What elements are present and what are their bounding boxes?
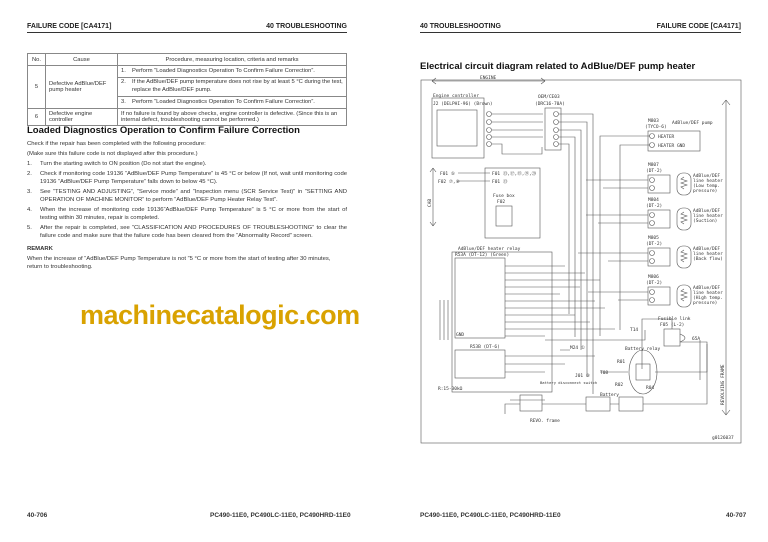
remark-label: REMARK — [27, 246, 53, 252]
m804-type: (DT-2) — [646, 204, 663, 209]
t08-label: T08 — [600, 371, 609, 376]
step-num: 4. — [27, 207, 32, 213]
m807-name: AdBlue/DEF line heater (Low temp. pressure) — [693, 174, 723, 194]
row-no: 6 — [28, 109, 46, 126]
m24-label: M24 ① — [570, 346, 585, 351]
step-text: If the AdBlue/DEF pump temperature does not rise by at least 5 °C during the test, replace the AdBlue/DEF pump. — [132, 79, 343, 94]
intro-note: (Make sure this failure code is not displayed after this procedure.) — [27, 151, 198, 157]
r04-label: R04 — [646, 386, 655, 391]
col-cause: Cause — [46, 54, 118, 66]
ecu-title: Engine controller — [433, 94, 480, 99]
row-cause: Defective engine controller — [46, 109, 118, 126]
step-text: Check if monitoring code 19136 “AdBlue/DEF Pump Temperature” is 45 °C or below (If not, wait until monitoring code 19136 “AdBlue/DEF Pump Temperature” falls down to below 45 °C). — [40, 171, 347, 185]
m806-label: M806 — [648, 275, 659, 280]
m803-name: AdBlue/DEF pump — [672, 121, 713, 126]
f01-pins: F01 ⑬,⑰,⑱,⑲,⑳ — [492, 172, 537, 177]
ce03-type: (DRC16-70A) — [535, 102, 565, 107]
step-text: Perform “Loaded Diagnostics Operation To Confirm Failure Correction”. — [132, 98, 315, 105]
gnd-label: GND — [456, 333, 465, 338]
step-num: 2. — [27, 171, 32, 177]
m807-label: M807 — [648, 163, 659, 168]
frame-label: REVOLVING FRAME — [721, 364, 726, 405]
left-page-number: 40-706 — [27, 512, 48, 519]
m806-type: (DT-2) — [646, 281, 663, 286]
step-text: When the increase of monitoring code 19136“AdBlue/DEF Pump Temperature” is 5 °C or more from the start of testing within 30 minutes, repair is completed. — [40, 207, 347, 221]
disconnect-switch-label: Battery disconnect switch — [540, 380, 598, 385]
f01-pin: F01 ⑬ — [492, 180, 508, 185]
step-num: 5. — [27, 225, 32, 231]
fusible-link-label: Fusible link — [658, 317, 691, 322]
step-text: Perform “Loaded Diagnostics Operation To Confirm Failure Correction”. — [132, 67, 315, 74]
battery-label: Battery — [600, 393, 619, 398]
remark-text: When the increase of “AdBlue/DEF Pump Temperature is not ”5 °C or more from the start of testing after 30 minutes, return to troubleshooting. — [27, 256, 331, 270]
fusebox-id: F02 — [497, 200, 506, 205]
m806-name: AdBlue/DEF line heater (High temp. pressure) — [693, 286, 723, 306]
m803-label: M803 — [648, 119, 659, 124]
r53a-label: R53A (DT-12) (Green) — [455, 253, 510, 258]
right-header-section: FAILURE CODE [CA4171] — [656, 23, 741, 30]
f05-label: F05 (L-2) — [660, 323, 685, 328]
relay-title: AdBlue/DEF heater relay — [458, 247, 521, 252]
step-num: 3. — [27, 189, 32, 195]
step-text: See “TESTING AND ADJUSTING”, “Service mode” and “Inspection menu (SCR Service Test)” in “SETTING AND OPERATION OF MACHINE MONITOR” to perform “AdBlue/DEF Pump Heater Relay Test”. — [40, 189, 347, 203]
right-page-number: 40-707 — [726, 512, 747, 519]
m805-name: AdBlue/DEF line heater (Back flow) — [693, 247, 723, 262]
left-header-section: FAILURE CODE [CA4171] — [27, 23, 112, 30]
figure-id: g0126037 — [712, 436, 734, 441]
step-num: 1. — [121, 67, 126, 74]
f01-label: F01 ⑤ — [440, 172, 455, 177]
revo-frame-label: REVO. frame — [530, 419, 560, 424]
right-header-chapter: 40 TROUBLESHOOTING — [420, 23, 501, 30]
r02-label: R02 — [615, 383, 624, 388]
left-header-chapter: 40 TROUBLESHOOTING — [266, 23, 347, 30]
r01-label: R01 — [617, 360, 626, 365]
resistor-label: R:15-30kΩ — [438, 387, 463, 392]
m803-type: (TYCO-6) — [645, 125, 667, 130]
engine-label: ENGINE — [480, 76, 497, 81]
j01-label: J01 ③ — [575, 374, 590, 379]
step-num: 2. — [121, 79, 126, 86]
row-no: 5 — [28, 66, 46, 109]
m804-label: M804 — [648, 198, 659, 203]
ce03-label: OEM/CE03 — [538, 95, 560, 100]
row-cause: Defective AdBlue/DEF pump heater — [46, 66, 118, 109]
ecu-connector: J2 (DELPHI-96) (Brown) — [433, 102, 493, 107]
col-no: No. — [28, 54, 46, 66]
fusebox-label: Fuse box — [493, 194, 515, 199]
step-num: 1. — [27, 161, 32, 167]
watermark: machinecatalogic.com — [80, 300, 360, 330]
diagram-title: Electrical circuit diagram related to AdBlue/DEF pump heater — [420, 61, 696, 72]
row-procedure: If no failure is found by above checks, engine controller is defective. (Since this is an internal defect, troubleshooting cannot be performed.) — [118, 109, 347, 126]
m804-name: AdBlue/DEF line heater (Suction) — [693, 209, 723, 224]
m805-type: (DT-2) — [646, 242, 663, 247]
amp-label: 65A — [692, 337, 701, 342]
m807-type: (DT-2) — [646, 169, 663, 174]
step-num: 3. — [121, 98, 126, 105]
battery-relay-label: Battery relay — [625, 347, 661, 352]
heater-label: HEATER — [658, 135, 675, 140]
step-text: After the repair is completed, see “CLASSIFICATION AND PROCEDURES OF TROUBLESHOOTING” to clear the failure code and make sure that the failure code has been cleared from the “Abnormality Record” screen. — [40, 225, 347, 239]
step-text: Turn the starting switch to ON position (Do not start the engine). — [40, 161, 207, 167]
cab-label: CAB — [428, 198, 433, 207]
r53b-label: R53B (DT-6) — [470, 345, 500, 350]
intro-text: Check if the repair has been completed with the following procedure: — [27, 141, 206, 147]
m805-label: M805 — [648, 236, 659, 241]
f02-label: F02 ⑦,⑧ — [438, 180, 460, 185]
heater-gnd-label: HEATER GND — [658, 144, 686, 149]
col-procedure: Procedure, measuring location, criteria and remarks — [118, 54, 347, 66]
right-models: PC490-11E0, PC490LC-11E0, PC490HRD-11E0 — [420, 512, 561, 519]
section-title: Loaded Diagnostics Operation to Confirm Failure Correction — [27, 125, 300, 136]
left-models: PC490-11E0, PC490LC-11E0, PC490HRD-11E0 — [210, 512, 351, 519]
t14-label: T14 — [630, 328, 639, 333]
